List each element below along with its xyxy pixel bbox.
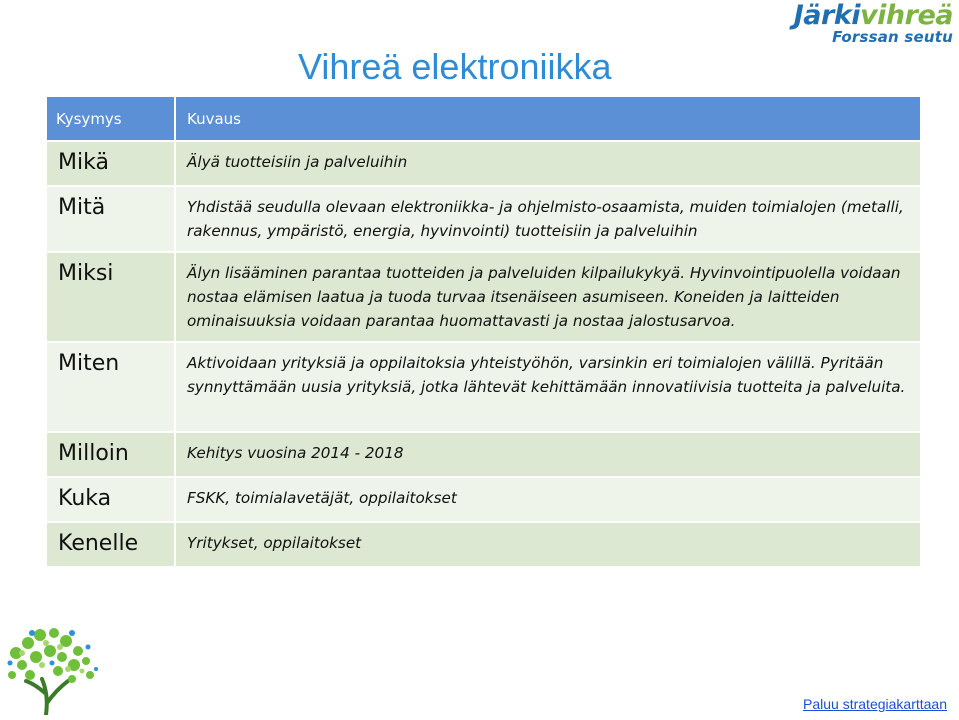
row-description: Yritykset, oppilaitokset <box>187 534 362 552</box>
row-question: Kenelle <box>58 531 139 556</box>
jarkivihrea-logo <box>794 2 953 45</box>
table-header-row <box>47 97 920 142</box>
header-description: Kuvaus <box>176 97 920 142</box>
table-row <box>47 343 920 433</box>
row-description: FSKK, toimialavetäjät, oppilaitokset <box>187 489 457 507</box>
row-question: Kuka <box>58 486 112 511</box>
table-row <box>47 253 920 343</box>
info-table <box>47 97 920 568</box>
logo-subtitle: Forssan seutu <box>832 28 953 46</box>
page-title: Vihreä elektroniikka <box>298 46 612 87</box>
row-question: Miten <box>58 351 120 376</box>
back-to-strategy-map-link[interactable]: Paluu strategiakarttaan <box>803 696 947 712</box>
table-row <box>47 142 920 187</box>
logo-wordmark-part1: Järki <box>793 0 861 31</box>
table-row <box>47 523 920 568</box>
row-description: Älyn lisääminen parantaa tuotteiden ja palveluiden kilpailukykyä. Hyvinvointipuolella voidaan nostaa elämisen laatua ja tuoda turvaa itsenäiseen asumiseen. Koneiden ja laitteiden ominaisuuksia voidaan parantaa huomattavasti ja nostaa jalostusarvoa. <box>187 264 901 330</box>
row-question: Miksi <box>58 261 114 286</box>
row-description: Yhdistää seudulla olevaan elektroniikka- ja ohjelmisto-osaamista, muiden toimialojen (metalli, rakennus, ympäristö, energia, hyvinvointi) tuotteisiin ja palveluihin <box>187 198 904 240</box>
logo-wordmark-part2: vihreä <box>860 0 953 31</box>
row-question: Milloin <box>58 441 129 466</box>
table-row <box>47 433 920 478</box>
tree-icon <box>2 623 102 720</box>
row-description: Aktivoidaan yrityksiä ja oppilaitoksia yhteistyöhön, varsinkin eri toimialojen välillä. Pyritään synnyttämään uusia yrityksiä, jotka lähtevät kehittämään innovatiivisia tuotteita ja palveluita. <box>187 354 906 396</box>
table-row <box>47 187 920 253</box>
table-row <box>47 478 920 523</box>
header-question: Kysymys <box>47 97 176 142</box>
row-description: Kehitys vuosina 2014 - 2018 <box>187 444 404 462</box>
logo-wordmark <box>794 2 953 29</box>
row-description: Älyä tuotteisiin ja palveluihin <box>187 153 408 171</box>
row-question: Mikä <box>58 150 109 175</box>
row-question: Mitä <box>58 195 106 220</box>
